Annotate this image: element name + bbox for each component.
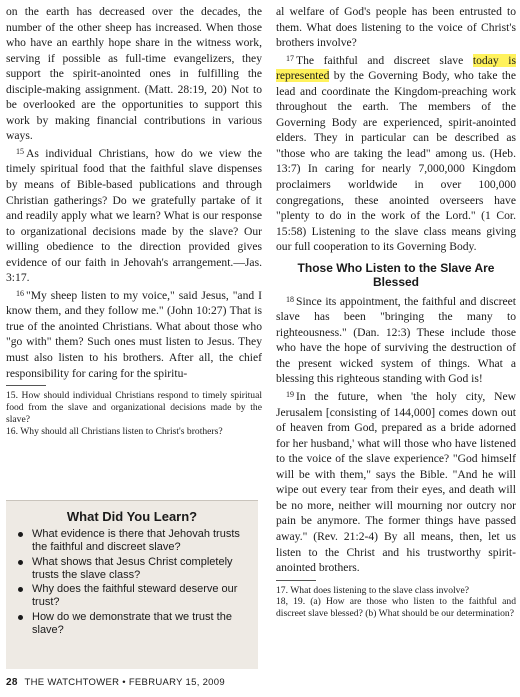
bullet-icon <box>18 587 23 592</box>
page-footer <box>6 677 225 688</box>
study-question-18-19: 18, 19. (a) How are those who listen to the faithful and discreet slave blessed? (b) What should be our determination? <box>276 596 516 620</box>
review-question: What evidence is there that Jehovah trusts the faithful and discreet slave? <box>18 528 250 555</box>
paragraph-17: $^{17}$ The faithful and discreet slave today is represented by the Governing Body, who take the lead and coordinate the Kingdom-preaching work throughout the earth. The members of the Governing Body are experienced, spirit-anointed elders. They in particular can be described as "those who are taking the lead" among us. (Heb. 13:7) In caring for nearly 7,000,000 Kingdom proclaimers worldwide in over 100,000 congregations, these anointed overseers have "plenty to do in the work of the Lord." (1 Cor. 15:58) Listening to the slave class means giving our full cooperation to its Governing Body. <box>276 53 516 254</box>
divider <box>276 580 316 581</box>
bullet-icon <box>18 615 23 620</box>
publication-title: THE WATCHTOWER • FEBRUARY 15, 2009 <box>24 677 225 688</box>
paragraph-number: 18 <box>286 294 294 304</box>
study-question-17: 17. What does listening to the slave class involve? <box>276 584 469 596</box>
bullet-icon <box>18 532 23 537</box>
paragraph-18: $^{18}$ Since its appointment, the faithful and discreet slave has been "bringing the many to righteousness." (Dan. 12:3) These include those who have the hope of surviving the destruction of the present wicked system of things. What a blessing this righteous standing with God is! <box>276 294 516 386</box>
paragraph-14-continued: on the earth has decreased over the decades, the number of the other sheep has increased. When those who have an earthly hope share in the witness work, serving if possible as full-time evangelizers, they support the spirit-anointed ones in fulfilling the disciple-making assignment. (Matt. 28:19, 20) Not to be overlooked are the opportunities to support this work by making financial contributions in various ways. <box>6 5 262 143</box>
paragraph-15 <box>6 144 262 286</box>
review-box-title: What Did You Learn? <box>66 509 198 524</box>
paragraph-number: 16 <box>16 288 24 298</box>
highlighted-text: today is represented <box>276 53 516 83</box>
section-subheading: Those Who Listen to the Slave Are Blessed <box>297 260 495 289</box>
right-column <box>276 4 516 620</box>
paragraph-number: 19 <box>286 390 294 400</box>
study-question-15: 15. How should individual Christians respond to timely spiritual food from the slave and organizational decisions made by the slave? <box>6 390 262 425</box>
review-question: Why does the faithful steward deserve our trust? <box>18 583 250 610</box>
left-column <box>6 4 262 437</box>
paragraph-text: "My sheep listen to my voice," said Jesus, "and I know them, and they follow me." (John 10:27) That is true of the anointed Christians. What about those who "go with" them? Such ones must listen to Jesus. They must also listen to his brothers. After all, the chief responsibility for caring for the spiritu- <box>6 288 262 380</box>
paragraph-16 <box>6 286 262 381</box>
review-box <box>6 500 258 669</box>
paragraph-number: 15 <box>16 146 24 156</box>
review-question: How do we demonstrate that we trust the slave? <box>18 611 250 638</box>
study-question-16: 16. Why should all Christians listen to Christ's brothers? <box>6 425 223 437</box>
page-number: 28 <box>6 677 18 688</box>
review-question: What shows that Jesus Christ completely trusts the slave class? <box>18 556 250 583</box>
review-question-list <box>6 528 258 637</box>
divider <box>6 385 46 386</box>
paragraph-16-continued: al welfare of God's people has been entrusted to them. What does listening to the voice of Christ's brothers involve? <box>276 5 516 50</box>
paragraph-19: $^{19}$ In the future, when 'the holy city, New Jerusalem [consisting of 144,000] comes down out of heaven from God, prepared as a bride adorned for her husband,' what will those who have listened to the voice of the slave experience? "God himself will be with them," says the Bible. "And he will wipe out every tear from their eyes, and death will be no more, neither will mourning nor outcry nor pain be anymore. The former things have passed away." (Rev. 21:2-4) By all means, then, let us listen to the Christ and his trustworthy spirit-anointed brothers. <box>276 390 516 575</box>
paragraph-number: 17 <box>286 53 294 63</box>
paragraph-text: As individual Christians, how do we view the timely spiritual food that the faithful slave dispenses by means of Bible-based publications and through Christian gatherings? Do we gratefully partake of it and readily apply what we learn? What is our response to organizational decisions made by the slave? Our willing obedience to the direction provided gives evidence of our faith in Jehovah's arrangement.—Jas. 3:17. <box>6 146 262 285</box>
bullet-icon <box>18 560 23 565</box>
